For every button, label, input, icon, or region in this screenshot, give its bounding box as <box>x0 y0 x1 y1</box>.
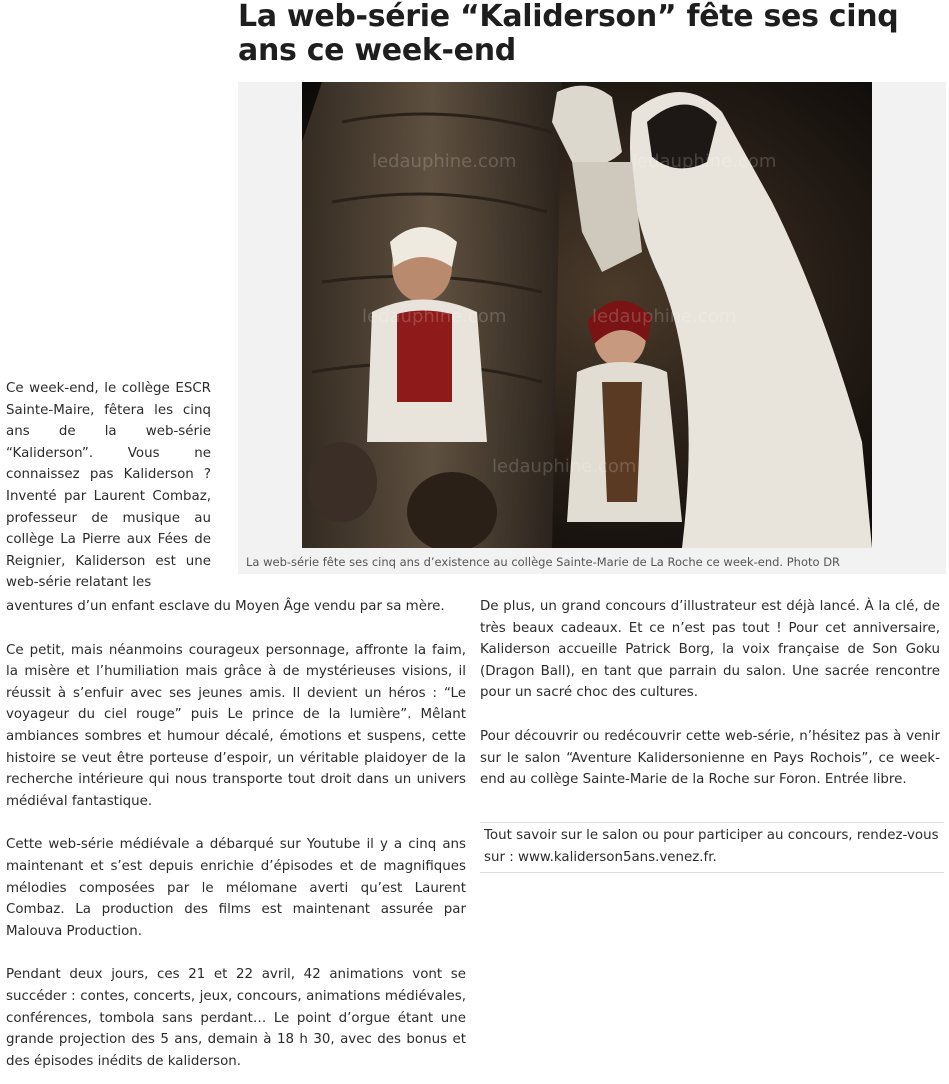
photo-illustration <box>302 82 872 548</box>
article-left-column <box>6 596 466 1072</box>
article-title: La web-série “Kaliderson” fête ses cinq ans ce week-end <box>238 0 899 68</box>
article-paragraph: Ce petit, mais néanmoins courageux personnage, affronte la faim, la misère et l’humiliation mais grâce à de mystérieuses visions, il réussit à s’enfuir avec ses jeunes amis. Il devient un héros : “Le voyageur du ciel rouge” puis Le prince de la lumière”. Mêlant ambiances sombres et humour décalé, émotions et suspens, cette histoire se veut être porteuse d’espoir, un véritable plaidoyer de la recherche intérieure qui nous transporte tout droit dans un univers médiéval fantastique. <box>6 642 466 809</box>
article-paragraph: Cette web-série médiévale a débarqué sur Youtube il y a cinq ans maintenant et s’est depuis enrichie d’épisodes et de magnifiques mélodies composées par le mélomane averti qu’est Laurent Combaz. La production des films est maintenant assurée par Malouva Production. <box>6 837 466 939</box>
photo-watermark: ledauphine.com <box>592 306 737 327</box>
photo-caption: La web-série fête ses cinq ans d’existence au collège Sainte-Marie de La Roche ce week-end. Photo DR <box>246 555 841 569</box>
photo-watermark: ledauphine.com <box>632 151 777 172</box>
photo-watermark: ledauphine.com <box>372 151 517 172</box>
article-photo[interactable] <box>302 82 872 548</box>
article-right-column <box>480 596 940 791</box>
photo-watermark: ledauphine.com <box>492 456 637 477</box>
info-box-text[interactable]: Tout savoir sur le salon ou pour participer au concours, rendez-vous sur : www.kaliderson5ans.venez.fr. <box>484 828 939 865</box>
article-paragraph: Pour découvrir ou redécouvrir cette web-série, n’hésitez pas à venir sur le salon “Aventure Kalidersonienne en Pays Rochois”, ce week-end au collège Sainte-Marie de la Roche sur Foron. Entrée libre. <box>480 728 940 788</box>
article-paragraph: De plus, un grand concours d’illustrateur est déjà lancé. À la clé, de très beaux cadeaux. Et ce n’est pas tout ! Pour cet anniversaire, Kaliderson accueille Patrick Borg, la voix française de Son Goku (Dragon Ball), en tant que parrain du salon. Une sacrée rencontre pour un sacré choc des cultures. <box>480 599 940 701</box>
photo-watermark: ledauphine.com <box>362 306 507 327</box>
article-figure <box>238 82 946 574</box>
article-paragraph-continuation: aventures d’un enfant esclave du Moyen Âge vendu par sa mère. <box>6 599 445 614</box>
article-lead-block <box>6 378 211 594</box>
article-paragraph: Pendant deux jours, ces 21 et 22 avril, 42 animations vont se succéder : contes, concerts, jeux, concours, animations médiévales, conférences, tombola sans perdant… Le point d’orgue étant une grande projection des 5 ans, demain à 18 h 30, avec des bonus et des épisodes inédits de kaliderson. <box>6 967 466 1069</box>
article-paragraph: Ce week-end, le collège ESCR Sainte-Maire, fêtera les cinq ans de la web-série “Kaliderson”. Vous ne connaissez pas Kaliderson ? Inventé par Laurent Combaz, professeur de musique au collège La Pierre aux Fées de Reignier, Kaliderson est une web-série relatant les <box>6 381 211 591</box>
info-box <box>480 822 944 873</box>
